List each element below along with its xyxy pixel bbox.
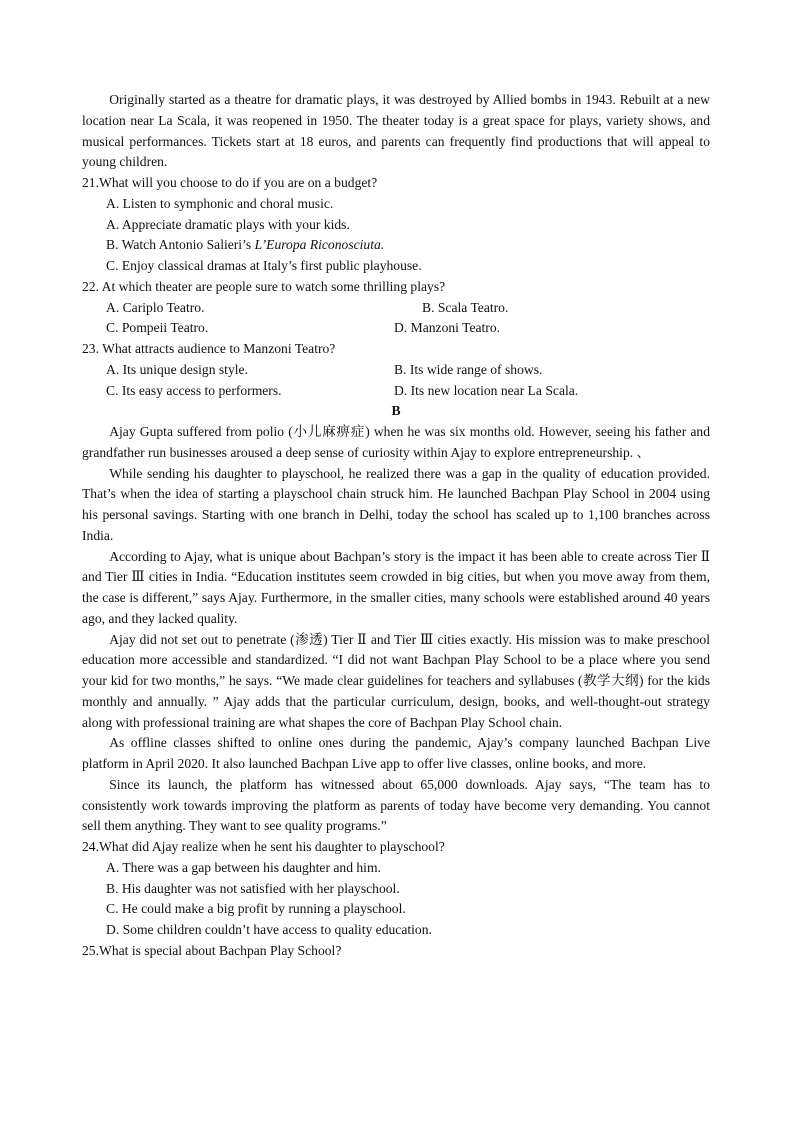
question-21: 21.What will you choose to do if you are on a budget?: [82, 175, 378, 190]
passage-b-paragraph-1: Ajay Gupta suffered from polio (小儿麻痹症) when he was six months old. However, seeing his father and grandfather run businesses aroused a deep sense of curiosity within Ajay to explore entrepreneurship. 、: [82, 424, 710, 460]
question-25: 25.What is special about Bachpan Play School?: [82, 942, 342, 958]
option-23-d: D. Its new location near La Scala.: [394, 382, 579, 398]
option-24-c: C. He could make a big profit by running a playschool.: [106, 901, 406, 917]
option-24-a: A. There was a gap between his daughter and him.: [106, 859, 381, 875]
question-22: 22. At which theater are people sure to watch some thrilling plays?: [82, 278, 446, 294]
option-24-d: D. Some children couldn’t have access to quality education.: [106, 922, 432, 937]
passage-b-paragraph-3: According to Ajay, what is unique about Bachpan’s story is the impact it has been able to create across Tier Ⅱ and Tier Ⅲ cities in India. “Education institutes seem crowded in big cities, but when you move away from them, the case is different,” says Ajay. Furthermore, in the smaller cities, many schools were established around 40 years ago, and they lacked quality.: [82, 548, 710, 626]
passage-b-paragraph-4: Ajay did not set out to penetrate (渗透) Tier Ⅱ and Tier Ⅲ cities exactly. His mission was to make preschool education more accessible and standardized. “I did not want Bachpan Play School to be a place where you send your kid for two months,” he says. “We made clear guidelines for teachers and syllabuses (教学大纲) for the kids monthly and annually. ” Ajay adds that the particular curriculum, design, books, and well-thought-out strategy along with professional training are what shapes the core of Bachpan Play School chain.: [82, 631, 710, 730]
option-21-b-text: B. Watch Antonio Salieri’s: [106, 237, 255, 253]
option-22-c: C. Pompeii Teatro.: [106, 320, 209, 336]
option-22-b: B. Scala Teatro.: [422, 299, 509, 315]
option-23-b: B. Its wide range of shows.: [394, 361, 543, 377]
passage-b-paragraph-5: As offline classes shifted to online ones during the pandemic, Ajay’s company launched Bachpan Live platform in April 2020. It also launched Bachpan Live app to offer live classes, online books, and more.: [82, 735, 710, 771]
question-23: 23. What attracts audience to Manzoni Teatro?: [82, 341, 336, 356]
options-23-row-2: [82, 381, 710, 402]
section-heading-b: B: [391, 403, 401, 419]
option-21-c: C. Enjoy classical dramas at Italy’s first public playhouse.: [106, 258, 422, 273]
passage-b-paragraph-6: Since its launch, the platform has witnessed about 65,000 downloads. Ajay says, “The team has to consistently work towards improving the platform as parents of today have become very demanding. You cannot sell them anything. They want to see quality programs.”: [82, 776, 710, 834]
passage-b-paragraph-2: While sending his daughter to playschool, he realized there was a gap in the quality of education provided. That’s when the idea of starting a playschool chain struck him. He launched Bachpan Play School in 2004 using his personal savings. Starting with one branch in Delhi, today the school has scaled up to 1,100 branches across India.: [82, 465, 710, 543]
option-21-b-title: L’Europa Riconosciuta.: [254, 237, 385, 253]
option-22-d: D. Manzoni Teatro.: [394, 320, 501, 336]
options-22-row-2: [82, 318, 710, 339]
option-21-a2: A. Appreciate dramatic plays with your kids.: [106, 216, 350, 232]
option-23-c: C. Its easy access to performers.: [106, 382, 282, 398]
option-24-b: B. His daughter was not satisfied with her playschool.: [106, 880, 400, 896]
option-21-b: [82, 235, 710, 256]
option-22-a: A. Cariplo Teatro.: [106, 299, 205, 315]
question-24: 24.What did Ajay realize when he sent his daughter to playschool?: [82, 839, 445, 854]
option-23-a: A. Its unique design style.: [106, 361, 248, 377]
exam-page: [82, 90, 710, 962]
option-21-a: A. Listen to symphonic and choral music.: [106, 195, 334, 211]
options-23-row-1: [82, 360, 710, 381]
options-22-row-1: [82, 298, 710, 319]
passage-a-paragraph: Originally started as a theatre for dramatic plays, it was destroyed by Allied bombs in 1943. Rebuilt at a new location near La Scala, it was reopened in 1950. The theater today is a great space for plays, variety shows, and musical performances. Tickets start at 18 euros, and parents can frequently find productions that will appeal to young children.: [82, 92, 710, 170]
